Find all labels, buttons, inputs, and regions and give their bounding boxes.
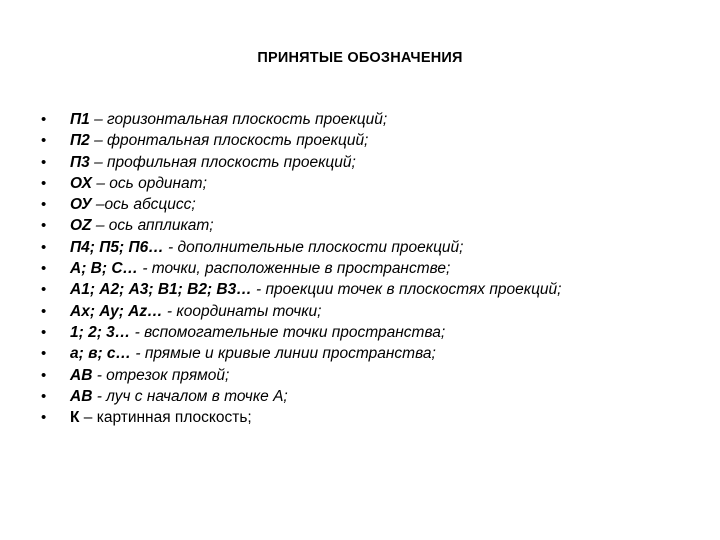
notation-symbol: П1 [70,111,90,128]
notation-symbol: А; В; С… [70,260,139,278]
list-item [0,152,720,173]
bullet: • [41,409,47,427]
list-item [0,215,720,236]
bullet: • [41,366,47,384]
list-item [0,130,720,151]
notation-symbol: а; в; с… [70,345,132,363]
notation-description: – картинная плоскость; [79,409,252,427]
notation-symbol: ОУ [70,196,92,214]
notation-symbol: П2 [70,132,90,150]
notation-symbol: АВ [70,387,93,405]
notation-description: –ось абсцисс; [91,196,196,214]
list-item [0,109,720,130]
list-item [0,237,720,258]
notation-list [0,109,720,428]
bullet: • [41,345,47,363]
bullet: • [41,111,47,128]
bullet: • [41,153,47,171]
notation-description: – ось ординат; [92,174,207,192]
bullet: • [41,217,47,235]
list-item [0,194,720,215]
notation-symbol: АВ [70,366,93,384]
notation-symbol: ОХ [70,174,93,192]
notation-description: - прямые и кривые линии пространства; [131,345,436,363]
notation-symbol: OZ [70,217,92,235]
notation-symbol: П4; П5; П6… [70,238,164,256]
list-item [0,258,720,279]
list-item [0,173,720,194]
notation-symbol: 1; 2; 3… [70,323,131,341]
list-item [0,301,720,322]
bullet: • [41,132,47,150]
list-item [0,386,720,407]
bullet: • [41,238,47,256]
bullet: • [41,281,47,299]
notation-symbol: А1; А2; А3; В1; В2; В3… [70,281,252,299]
notation-description: – фронтальная плоскость проекций; [89,132,369,150]
notation-description: - проекции точек в плоскостях проекций; [251,281,562,299]
notation-description: – горизонтальная плоскость проекций; [89,111,388,128]
list-item [0,322,720,343]
notation-description: - точки, расположенные в пространстве; [138,260,451,278]
notation-symbol: Ах; Ау; Аz… [70,302,163,320]
list-item [0,407,720,428]
notation-description: - вспомогательные точки пространства; [130,323,446,341]
bullet: • [41,302,47,320]
notation-description: – профильная плоскость проекций; [89,153,356,171]
bullet: • [41,260,47,278]
list-item [0,343,720,364]
list-item [0,365,720,386]
bullet: • [41,387,47,405]
bullet: • [41,196,47,214]
page-title: ПРИНЯТЫЕ ОБОЗНАЧЕНИЯ [257,50,463,66]
notation-description: - дополнительные плоскости проекций; [163,238,464,256]
notation-description: - луч с началом в точке А; [92,387,288,405]
list-item [0,279,720,300]
bullet: • [41,323,47,341]
notation-description: – ось аппликат; [91,217,214,235]
notation-symbol: К [70,409,80,427]
bullet: • [41,174,47,192]
notation-description: - координаты точки; [162,302,322,320]
notation-description: - отрезок прямой; [92,366,230,384]
notation-symbol: П3 [70,153,90,171]
